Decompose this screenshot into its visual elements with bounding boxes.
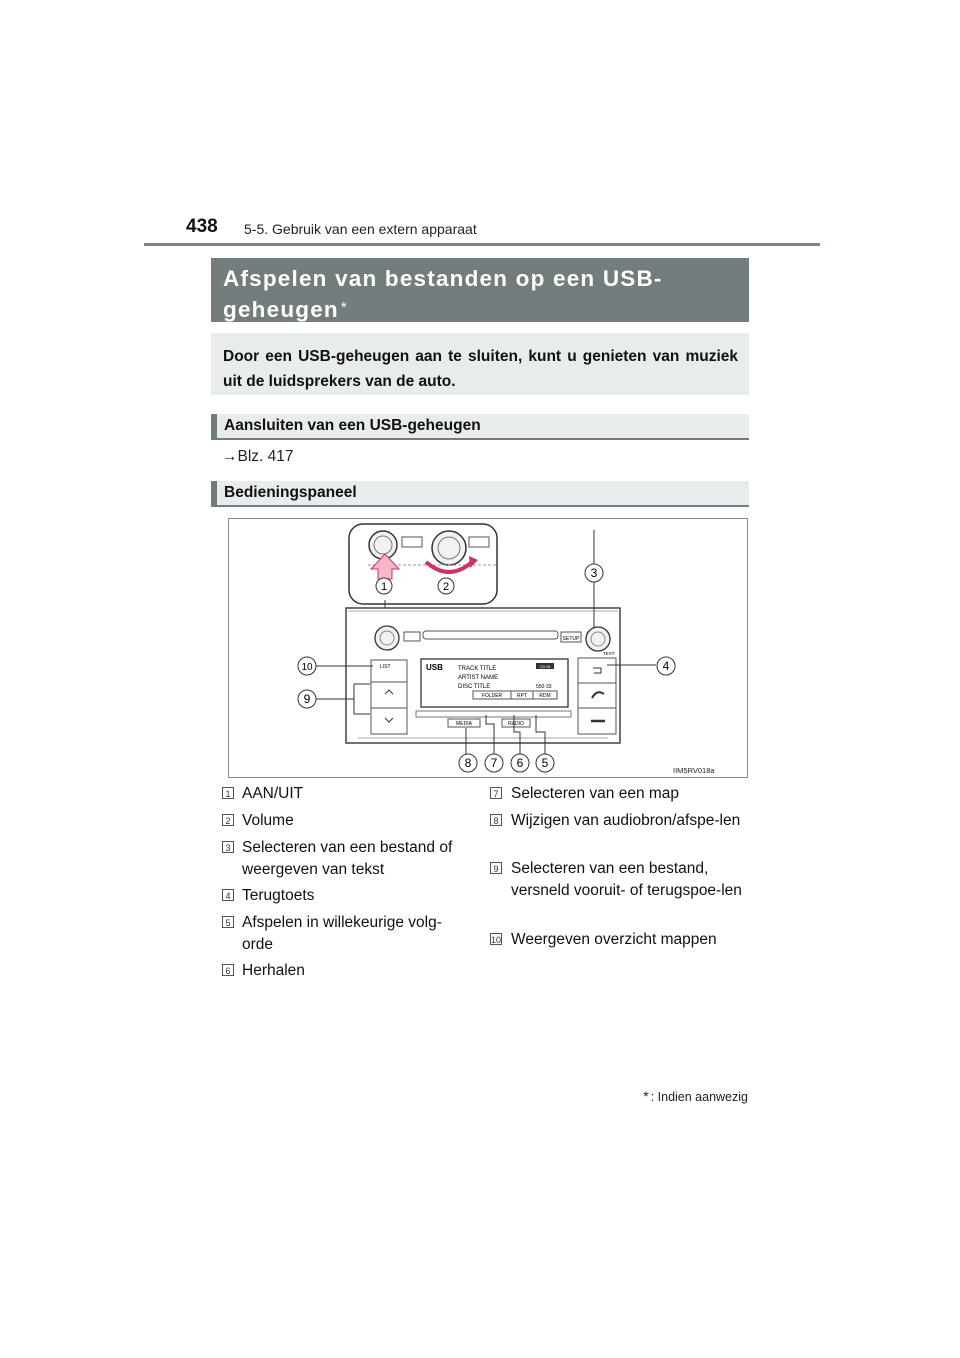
tune-knob xyxy=(586,627,610,651)
page-reference: →Blz. 417 xyxy=(222,448,294,465)
section-accent xyxy=(211,414,217,438)
legend-badge: 4 xyxy=(222,889,234,901)
section-heading-panel xyxy=(211,481,749,507)
inset-callout-1-label: 1 xyxy=(380,581,388,593)
inset-eject-right xyxy=(469,537,489,547)
radio-button-label: RADIO xyxy=(508,721,524,727)
display-badge-label: CD IN xyxy=(539,664,551,669)
inset-frame xyxy=(349,524,497,604)
legend-item: Afspelen in willekeurige volg-orde xyxy=(242,914,442,953)
callout-4 xyxy=(657,657,675,675)
legend-badge: 10 xyxy=(491,935,502,945)
power-knob xyxy=(375,626,399,650)
soft-key-row xyxy=(416,711,571,717)
callout-9 xyxy=(298,690,316,708)
list-button-label: LIST xyxy=(380,664,391,670)
seek-up-button xyxy=(371,682,407,708)
eject-button xyxy=(404,632,420,641)
callout-4-label: 4 xyxy=(662,659,670,673)
legend-item: Terugtoets xyxy=(242,887,315,904)
callout-7 xyxy=(485,754,503,772)
legend-badge: 5 xyxy=(222,916,234,928)
inset-callout-2-label: 2 xyxy=(442,581,450,593)
display-track: TRACK TITLE xyxy=(458,666,497,672)
display-artist: ARTIST NAME xyxy=(458,675,499,681)
legend-badge: 8 xyxy=(490,814,502,826)
callout-5-label: 5 xyxy=(541,756,549,770)
callout-10 xyxy=(298,657,316,675)
callout-3 xyxy=(585,564,603,582)
callout-8-label: 8 xyxy=(464,756,472,770)
inset-eject-left xyxy=(402,537,422,547)
text-label: TEXT xyxy=(603,651,615,656)
callout-6-label: 6 xyxy=(516,756,524,770)
callout-9-label: 9 xyxy=(303,692,311,706)
section-heading-connect xyxy=(211,414,749,440)
section-accent xyxy=(211,481,217,505)
page-title-line1: Afspelen van bestanden op een USB- xyxy=(223,266,663,291)
footnote xyxy=(643,1088,748,1104)
cd-slot xyxy=(423,631,558,639)
page-title xyxy=(223,263,743,325)
callout-10-label: 10 xyxy=(301,662,313,673)
legend-badge: 2 xyxy=(222,814,234,826)
display-rdm-label: RDM xyxy=(539,693,551,699)
seek-down-button xyxy=(371,708,407,734)
legend-item: Selecteren van een bestand, versneld vooruit- of terugspoe-len xyxy=(511,860,742,899)
legend-item: Wijzigen van audiobron/afspe-len xyxy=(511,812,741,829)
legend-item: Weergeven overzicht mappen xyxy=(511,931,717,948)
header-rule xyxy=(144,243,820,246)
figure-code: IIM5RV018a xyxy=(673,766,715,775)
optional-marker: * xyxy=(340,299,348,316)
running-head: 5-5. Gebruik van een extern apparaat xyxy=(244,221,477,237)
intro-text: Door een USB-geheugen aan te sluiten, kunt u genieten van muziek uit de luidsprekers van de auto. xyxy=(223,348,738,390)
legend-badge: 1 xyxy=(222,787,234,799)
section-label: Aansluiten van een USB-geheugen xyxy=(224,417,481,434)
legend-item: Herhalen xyxy=(242,962,305,979)
legend-item: AAN/UIT xyxy=(242,785,304,802)
legend-badge: 7 xyxy=(490,787,502,799)
setup-button-label: SETUP xyxy=(562,636,580,642)
footnote-marker: * xyxy=(643,1088,649,1104)
display-time: 550-33 xyxy=(536,684,552,690)
callout-3-label: 3 xyxy=(590,566,598,580)
display-disc: DISC TITLE xyxy=(458,684,491,690)
media-button-label: MEDIA xyxy=(456,721,472,727)
callout-8 xyxy=(459,754,477,772)
display-folder-label: FOLDER xyxy=(481,693,503,699)
inset-power-knob xyxy=(369,531,397,559)
callout-7-label: 7 xyxy=(490,756,498,770)
control-panel-illustration xyxy=(228,518,748,778)
display-source: USB xyxy=(426,663,443,672)
phone-on-button xyxy=(578,683,616,708)
legend-badge: 9 xyxy=(490,862,502,874)
page-title-line2: geheugen xyxy=(223,297,339,322)
page-number: 438 xyxy=(186,216,218,237)
legend-item: Volume xyxy=(242,812,294,829)
legend-badge: 6 xyxy=(222,964,234,976)
inset-volume-knob xyxy=(432,531,466,565)
section-label: Bedieningspaneel xyxy=(224,484,357,501)
legend-item: Selecteren van een map xyxy=(511,785,680,802)
callout-5 xyxy=(536,754,554,772)
legend-item: Selecteren van een bestand of weergeven van tekst xyxy=(242,839,453,878)
display-rpt-label: RPT xyxy=(517,693,527,699)
callout-6 xyxy=(511,754,529,772)
footnote-text: : Indien aanwezig xyxy=(650,1090,748,1104)
back-button xyxy=(578,658,616,683)
legend-badge: 3 xyxy=(222,841,234,853)
